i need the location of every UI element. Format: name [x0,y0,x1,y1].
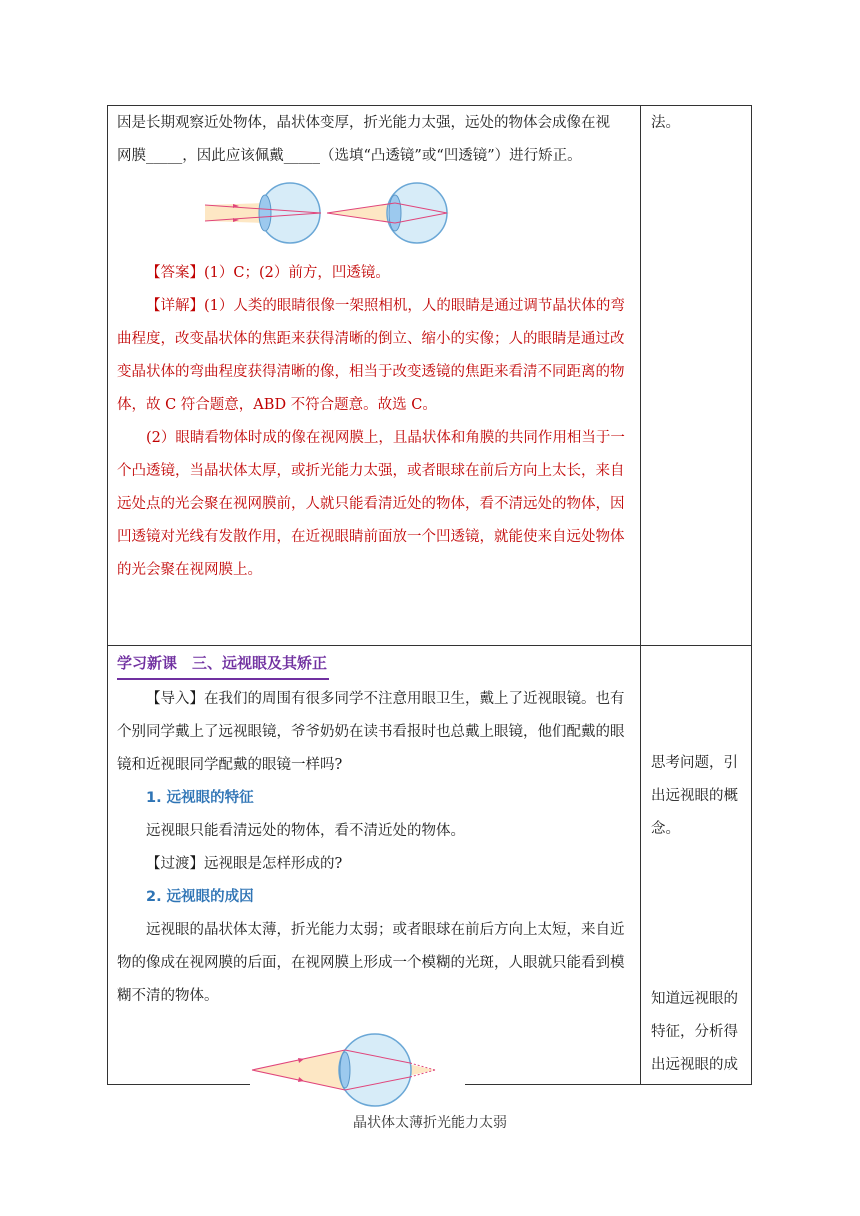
heading-cause: 2. 远视眼的成因 [146,889,254,905]
row1-side-cell: 法。 [651,115,680,131]
row2-main-cell [117,648,633,1013]
heading-feature: 1. 远视眼的特征 [146,790,254,806]
table-row-divider [107,645,752,646]
intro-text: 【导入】在我们的周围有很多同学不注意用眼卫生，戴上了近视眼镜。也有个别同学戴上了远视眼镜，爷爷奶奶在读书看报时也总戴上眼镜，他们配戴的眼镜和近视眼同学配戴的眼镜一样吗? [117,691,625,773]
myopia-figure [117,173,633,253]
lesson-table [107,105,752,1085]
question-line-1: 因是长期观察近处物体，晶状体变厚，折光能力太强，远处的物体会成像在视 [117,115,610,131]
hyperopia-figure [250,1030,465,1110]
table-column-divider [640,105,641,1085]
answer-text: 【答案】(1）C；(2）前方，凹透镜。 [146,265,390,281]
question-line-2: 网膜_____，因此应该佩戴_____（选填“凸透镜”或“凹透镜”）进行矫正。 [117,148,582,164]
transition-text: 【过渡】远视眼是怎样形成的? [146,856,343,872]
figure-caption: 晶状体太薄折光能力太弱 [353,1115,507,1131]
detail-part-1: 【详解】(1）人类的眼睛很像一架照相机，人的眼睛是通过调节晶状体的弯曲程度，改变晶状体的焦距来获得清晰的倒立、缩小的实像；人的眼睛是通过改变晶状体的弯曲程度获得清晰的像，相当于改变透镜的焦距来看清不同距离的物体，故 C 符合题意，ABD 不符合题意。故选 C。 [117,298,625,413]
hyperopia-eye-diagram [250,1030,465,1110]
section-title: 学习新课 三、远视眼及其矫正 [117,648,329,680]
side-note-concept: 思考问题，引出远视眼的概念。 [651,755,738,837]
myopia-eye-diagram [205,173,465,253]
row1-main-cell [117,107,633,587]
feature-text: 远视眼只能看清远处的物体，看不清近处的物体。 [146,823,465,839]
table-right-border [751,105,752,1085]
table-top-border [107,105,752,106]
cause-text: 远视眼的晶状体太薄，折光能力太弱；或者眼球在前后方向上太短，来自近物的像成在视网膜的后面，在视网膜上形成一个模糊的光斑，人眼就只能看到模糊不清的物体。 [117,922,625,1004]
side-note-cause: 知道远视眼的特征，分析得出远视眼的成 [651,991,738,1073]
table-left-border [107,105,108,1085]
detail-part-2: (2）眼睛看物体时成的像在视网膜上，且晶状体和角膜的共同作用相当于一个凸透镜，当晶状体太厚，或折光能力太强，或者眼球在前后方向上太长，来自远处点的光会聚在视网膜前，人就只能看清近处的物体，看不清远处的物体，因凹透镜对光线有发散作用，在近视眼睛前面放一个凹透镜，就能使来自远处物体的光会聚在视网膜上。 [117,430,625,578]
